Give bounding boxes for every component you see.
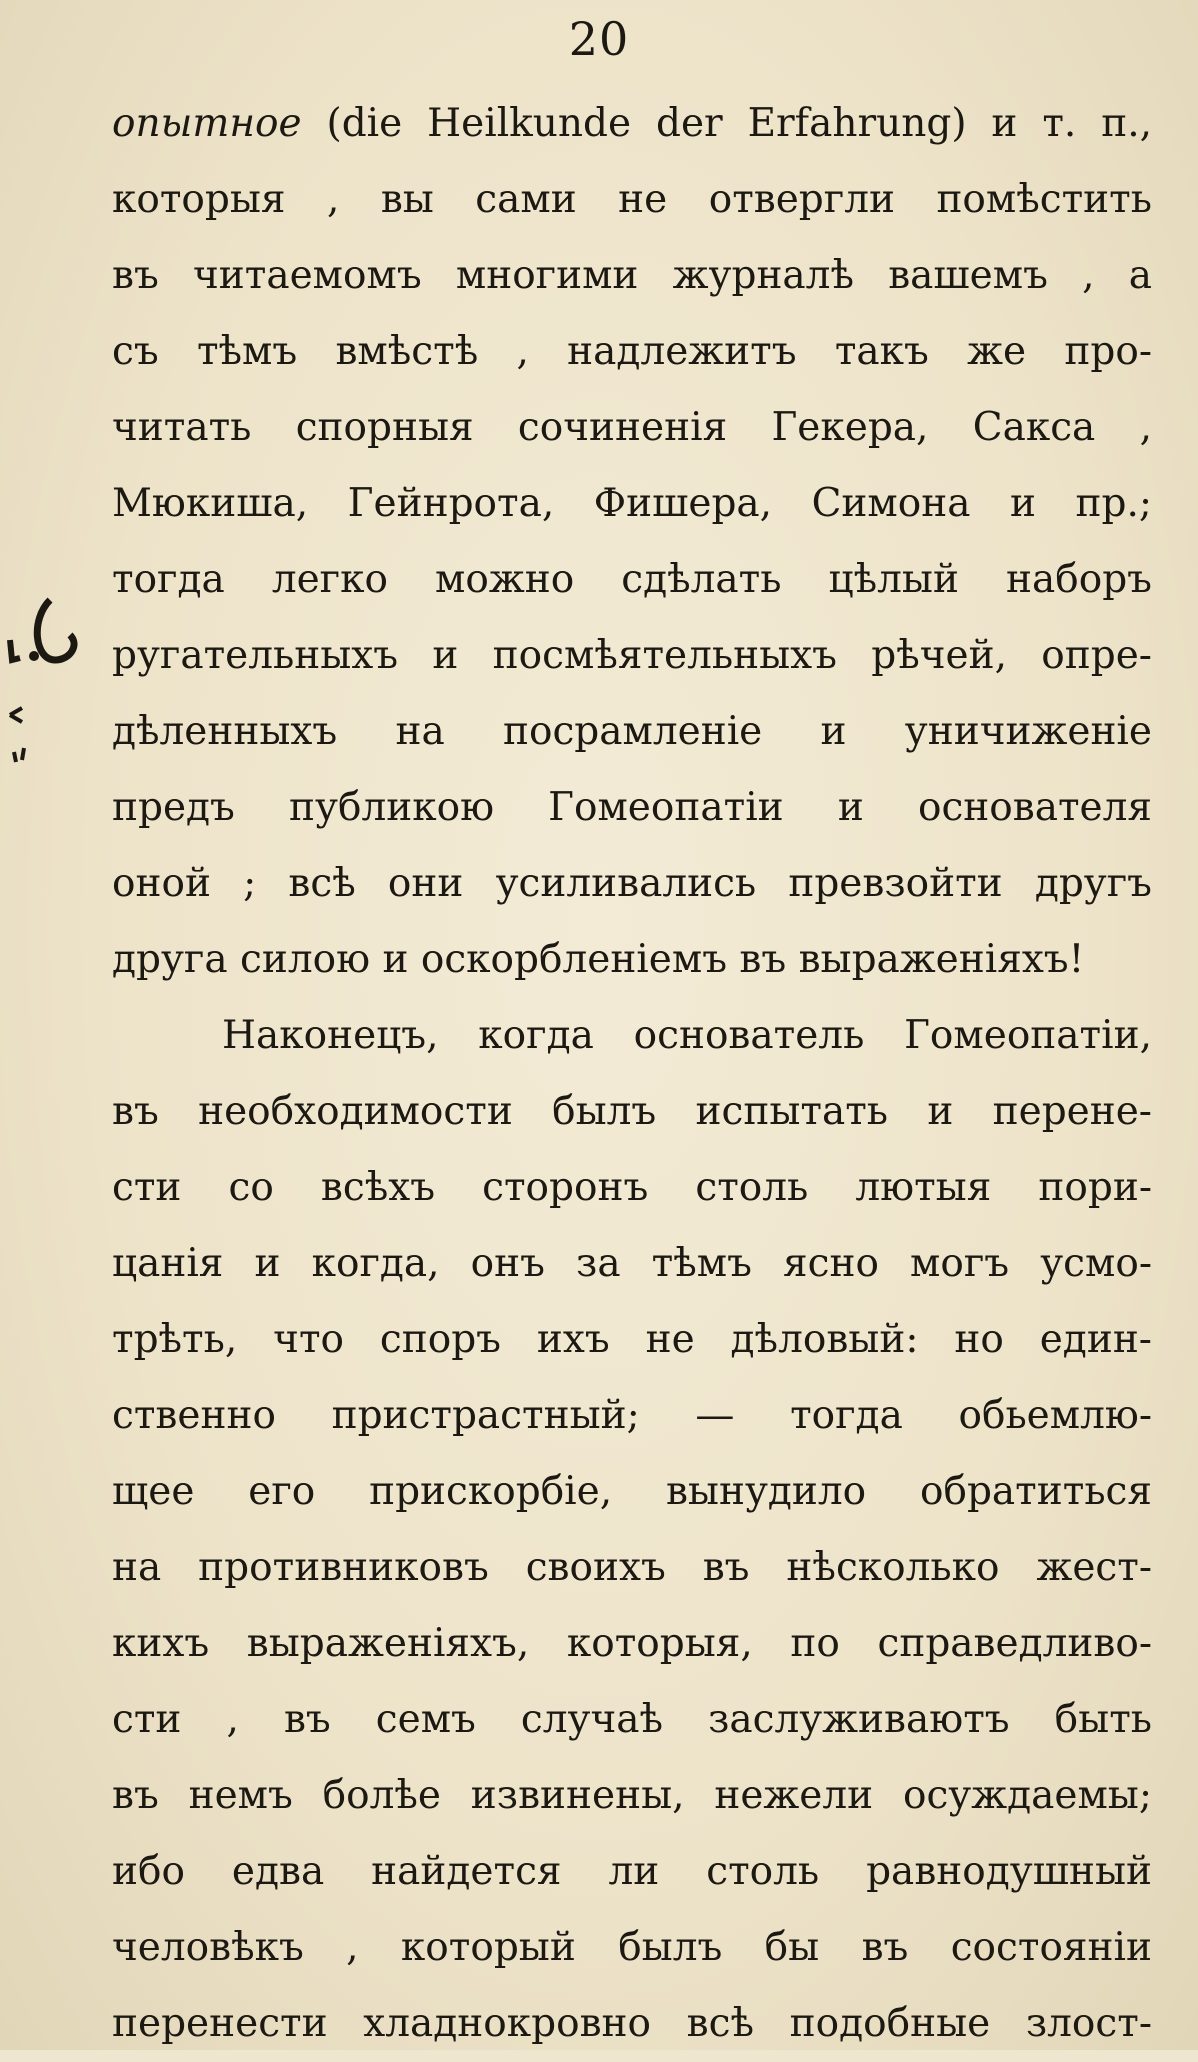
text-line: цанія и когда, онъ за тѣмъ ясно могъ усмо- [112, 1241, 1152, 1286]
text-line: тогда легко можно сдѣлать цѣлый наборъ [112, 557, 1152, 602]
text-line: ственно пристрастный; — тогда обьемлю- [112, 1393, 1152, 1438]
text-line: кихъ выраженіяхъ, которыя, по справедливо- [112, 1621, 1152, 1666]
text-line: читать спорныя сочиненія Гекера, Сакса , [112, 405, 1152, 450]
text-line: щее его прискорбіе, вынудило обратиться [112, 1469, 1152, 1514]
text-line: трѣть, что споръ ихъ не дѣловый: но един- [112, 1317, 1152, 1362]
text-line: съ тѣмъ вмѣстѣ , надлежитъ такъ же про- [112, 329, 1152, 374]
text-line: перенести хладнокровно всѣ подобные злост- [112, 2001, 1152, 2046]
line-text: (die Heilkunde der Erfahrung) и т. п., [301, 101, 1152, 146]
text-line: друга силою и оскорбленіемъ въ выраженіяхъ! [112, 937, 1085, 982]
text-line: ибо едва найдется ли столь равнодушный [112, 1849, 1152, 1894]
text-line: предъ публикою Гомеопатіи и основателя [112, 785, 1152, 830]
text-line: въ немъ болѣе извинены, нежели осуждаемы; [112, 1773, 1152, 1818]
text-line [112, 86, 1152, 162]
text-line: въ читаемомъ многими журналѣ вашемъ , а [112, 253, 1152, 298]
text-line: дѣленныхъ на посрамленіе и уничиженіе [112, 709, 1152, 754]
text-line: оной ; всѣ они усиливались превзойти другъ [112, 861, 1152, 906]
page-number: 20 [568, 12, 630, 66]
text-line: сти со всѣхъ сторонъ столь лютыя пори- [112, 1165, 1152, 1210]
text-line: ругательныхъ и посмѣятельныхъ рѣчей, опре- [112, 633, 1152, 678]
italic-word: опытное [112, 101, 302, 146]
text-line: Наконецъ, когда основатель Гомеопатіи, [222, 1013, 1152, 1058]
text-line: въ необходимости былъ испытать и перене- [112, 1089, 1152, 1134]
text-line: на противниковъ своихъ въ нѣсколько жест- [112, 1545, 1152, 1590]
text-line: которыя , вы сами не отвергли помѣстить [112, 177, 1152, 222]
text-line: сти , въ семъ случаѣ заслуживаютъ быть [112, 1697, 1152, 1742]
text-line: человѣкъ , который былъ бы въ состояніи [112, 1925, 1152, 1970]
body-text [112, 86, 1152, 2062]
margin-pen-marks [0, 590, 100, 790]
text-line: Мюкиша, Гейнрота, Фишера, Симона и пр.; [112, 481, 1152, 526]
